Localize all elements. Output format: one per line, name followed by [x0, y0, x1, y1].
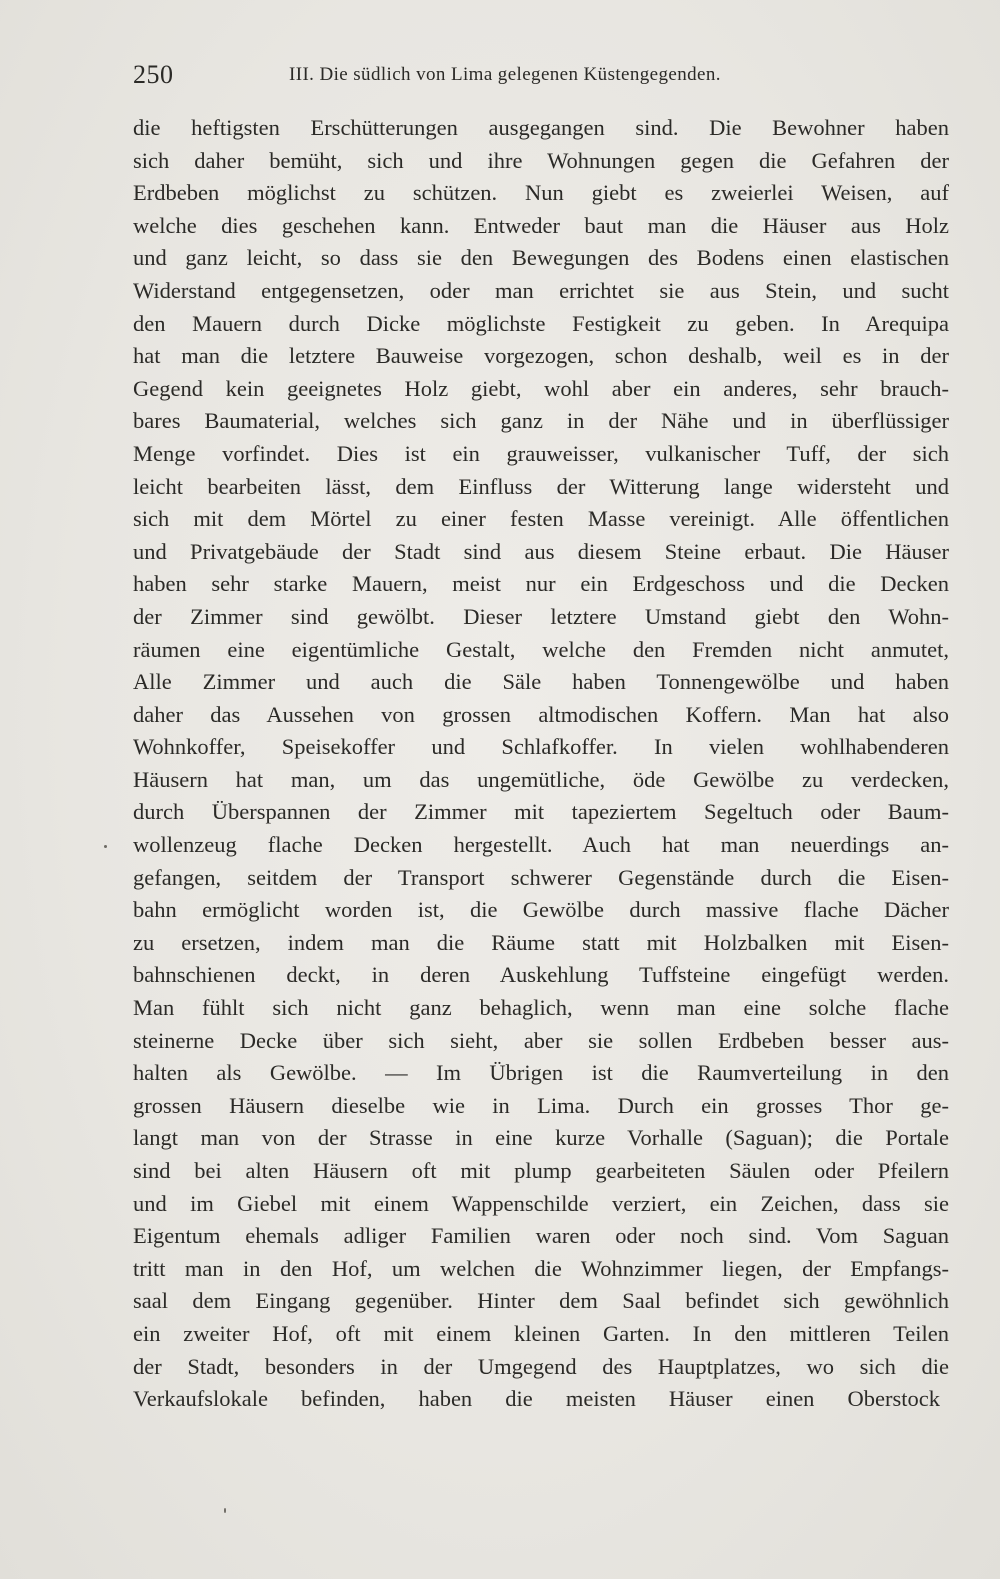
text-line: bahn ermöglicht worden ist, die Gewölbe durch massive flache Dächer: [133, 897, 949, 923]
text-line: Man fühlt sich nicht ganz behaglich, wenn man eine solche flache: [133, 995, 949, 1021]
text-line: und ganz leicht, so dass sie den Bewegungen des Bodens einen elastischen: [133, 245, 949, 271]
text-line: ein zweiter Hof, oft mit einem kleinen Garten. In den mittleren Teilen: [133, 1320, 949, 1346]
body-text: [133, 112, 949, 1416]
text-line: Häusern hat man, um das ungemütliche, öde Gewölbe zu verdecken,: [133, 766, 949, 792]
running-head: III. Die südlich von Lima gelegenen Küstengegenden.: [289, 64, 721, 85]
text-line: sich daher bemüht, sich und ihre Wohnungen gegen die Gefahren der: [133, 147, 949, 173]
text-line: durch Überspannen der Zimmer mit tapeziertem Segeltuch oder Baum-: [133, 799, 949, 825]
text-line: haben sehr starke Mauern, meist nur ein Erdgeschoss und die Decken: [133, 571, 949, 597]
text-line: und Privatgebäude der Stadt sind aus diesem Steine erbaut. Die Häuser: [133, 538, 949, 564]
page-number: 250: [133, 60, 174, 89]
text-line: sich mit dem Mörtel zu einer festen Masse vereinigt. Alle öffentlichen: [133, 506, 949, 532]
text-line: gefangen, seitdem der Transport schwerer Gegenstände durch die Eisen-: [133, 864, 949, 890]
text-line: Gegend kein geeignetes Holz giebt, wohl aber ein anderes, sehr brauch-: [133, 375, 949, 401]
text-line: tritt man in den Hof, um welchen die Wohnzimmer liegen, der Empfangs-: [133, 1255, 949, 1281]
text-line: halten als Gewölbe. — Im Übrigen ist die Raumverteilung in den: [133, 1060, 949, 1086]
text-line: bahnschienen deckt, in deren Auskehlung Tuffsteine eingefügt werden.: [133, 962, 949, 988]
text-line: Widerstand entgegensetzen, oder man errichtet sie aus Stein, und sucht: [133, 277, 949, 303]
text-line: der Stadt, besonders in der Umgegend des Hauptplatzes, wo sich die: [133, 1353, 949, 1379]
text-line: welche dies geschehen kann. Entweder baut man die Häuser aus Holz: [133, 212, 949, 238]
text-line: grossen Häusern dieselbe wie in Lima. Durch ein grosses Thor ge-: [133, 1092, 949, 1118]
text-line: sind bei alten Häusern oft mit plump gearbeiteten Säulen oder Pfeilern: [133, 1158, 949, 1183]
text-line: daher das Aussehen von grossen altmodischen Koffern. Man hat also: [133, 701, 949, 727]
text-line: der Zimmer sind gewölbt. Dieser letztere Umstand giebt den Wohn-: [133, 603, 949, 629]
text-line: den Mauern durch Dicke möglichste Festigkeit zu geben. In Arequipa: [133, 310, 949, 336]
text-line: bares Baumaterial, welches sich ganz in der Nähe und in überflüssiger: [133, 408, 949, 434]
paper-speck: [104, 845, 107, 848]
text-line: steinerne Decke über sich sieht, aber sie sollen Erdbeben besser aus-: [133, 1027, 949, 1053]
text-line: Erdbeben möglichst zu schützen. Nun giebt es zweierlei Weisen, auf: [133, 180, 949, 206]
text-line: und im Giebel mit einem Wappenschilde verziert, ein Zeichen, dass sie: [133, 1190, 949, 1216]
text-line: saal dem Eingang gegenüber. Hinter dem Saal befindet sich gewöhnlich: [133, 1288, 949, 1314]
text-line: Verkaufslokale befinden, haben die meisten Häuser einen Oberstock: [133, 1386, 940, 1412]
text-line: Menge vorfindet. Dies ist ein grauweisser, vulkanischer Tuff, der sich: [133, 440, 949, 466]
text-line: hat man die letztere Bauweise vorgezogen, schon deshalb, weil es in der: [133, 343, 949, 369]
text-line: Wohnkoffer, Speisekoffer und Schlafkoffer. In vielen wohlhabenderen: [133, 734, 949, 760]
text-line: zu ersetzen, indem man die Räume statt mit Holzbalken mit Eisen-: [133, 929, 949, 955]
text-line: Eigentum ehemals adliger Familien waren oder noch sind. Vom Saguan: [133, 1223, 949, 1249]
paper-speck: [224, 1508, 226, 1513]
text-line: leicht bearbeiten lässt, dem Einfluss der Witterung lange widersteht und: [133, 473, 949, 499]
text-line: wollenzeug flache Decken hergestellt. Auch hat man neuerdings an-: [133, 832, 949, 858]
text-line: die heftigsten Erschütterungen ausgegangen sind. Die Bewohner haben: [133, 115, 949, 140]
text-line: räumen eine eigentümliche Gestalt, welche den Fremden nicht anmutet,: [133, 636, 949, 662]
text-line: langt man von der Strasse in eine kurze Vorhalle (Saguan); die Portale: [133, 1125, 949, 1151]
text-line: Alle Zimmer und auch die Säle haben Tonnengewölbe und haben: [133, 669, 949, 695]
page-header: [133, 60, 813, 90]
